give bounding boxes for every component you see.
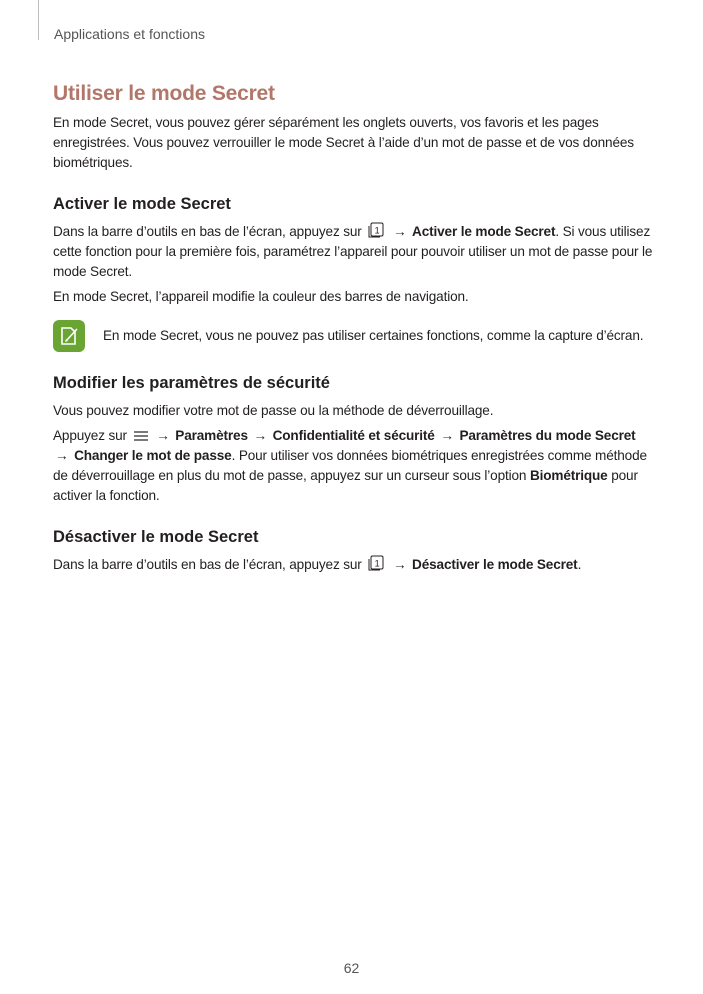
tabs-icon: [367, 555, 385, 572]
note-box: [53, 320, 653, 352]
svg-text:1: 1: [374, 225, 380, 236]
arrow: →: [392, 224, 407, 239]
deactivate-paragraph: Dans la barre d’outils en bas de l’écran, appuyez sur 1 → Désactiver le mode Secret.: [53, 557, 582, 572]
page-content: [53, 82, 653, 580]
modify-paragraph-2: Appuyez sur → Paramètres → Confidentialité et sécurité → Paramètres du mode Secret → Changer le mot de passe. Pour utiliser vos données biométriques enregistrées comme méthode de déverrouillage en plus du mot de passe, appuyez sur un curseur sous l’option Biométrique pour activer la fonction.: [53, 428, 647, 503]
page-number: 62: [343, 960, 360, 976]
activate-heading: Activer le mode Secret: [53, 195, 231, 213]
section-title: Utiliser le mode Secret: [53, 82, 275, 105]
activate-paragraph-2: En mode Secret, l’appareil modifie la couleur des barres de navigation.: [53, 289, 469, 304]
tabs-icon: [367, 222, 385, 239]
modify-heading: Modifier les paramètres de sécurité: [53, 374, 330, 392]
running-header: Applications et fonctions: [54, 26, 205, 42]
svg-text:1: 1: [374, 558, 380, 569]
deactivate-heading: Désactiver le mode Secret: [53, 528, 259, 546]
activate-paragraph-1: Dans la barre d’outils en bas de l’écran, appuyez sur 1 → Activer le mode Secret. Si vous utilisez cette fonction pour la première fois, paramétrez l’appareil pour pouvoir utiliser un mot de passe pour le mode Secret.: [53, 224, 653, 279]
menu-icon: [133, 429, 149, 443]
note-text: En mode Secret, vous ne pouvez pas utiliser certaines fonctions, comme la capture d’écran.: [103, 328, 644, 343]
modify-paragraph-1: Vous pouvez modifier votre mot de passe ou la méthode de déverrouillage.: [53, 403, 494, 418]
note-icon: [53, 320, 85, 352]
header-rule: [38, 0, 39, 40]
section-intro: En mode Secret, vous pouvez gérer séparément les onglets ouverts, vos favoris et les pages enregistrées. Vous pouvez verrouiller le mode Secret à l’aide d’un mot de passe et de vos données biométriques.: [53, 115, 634, 170]
